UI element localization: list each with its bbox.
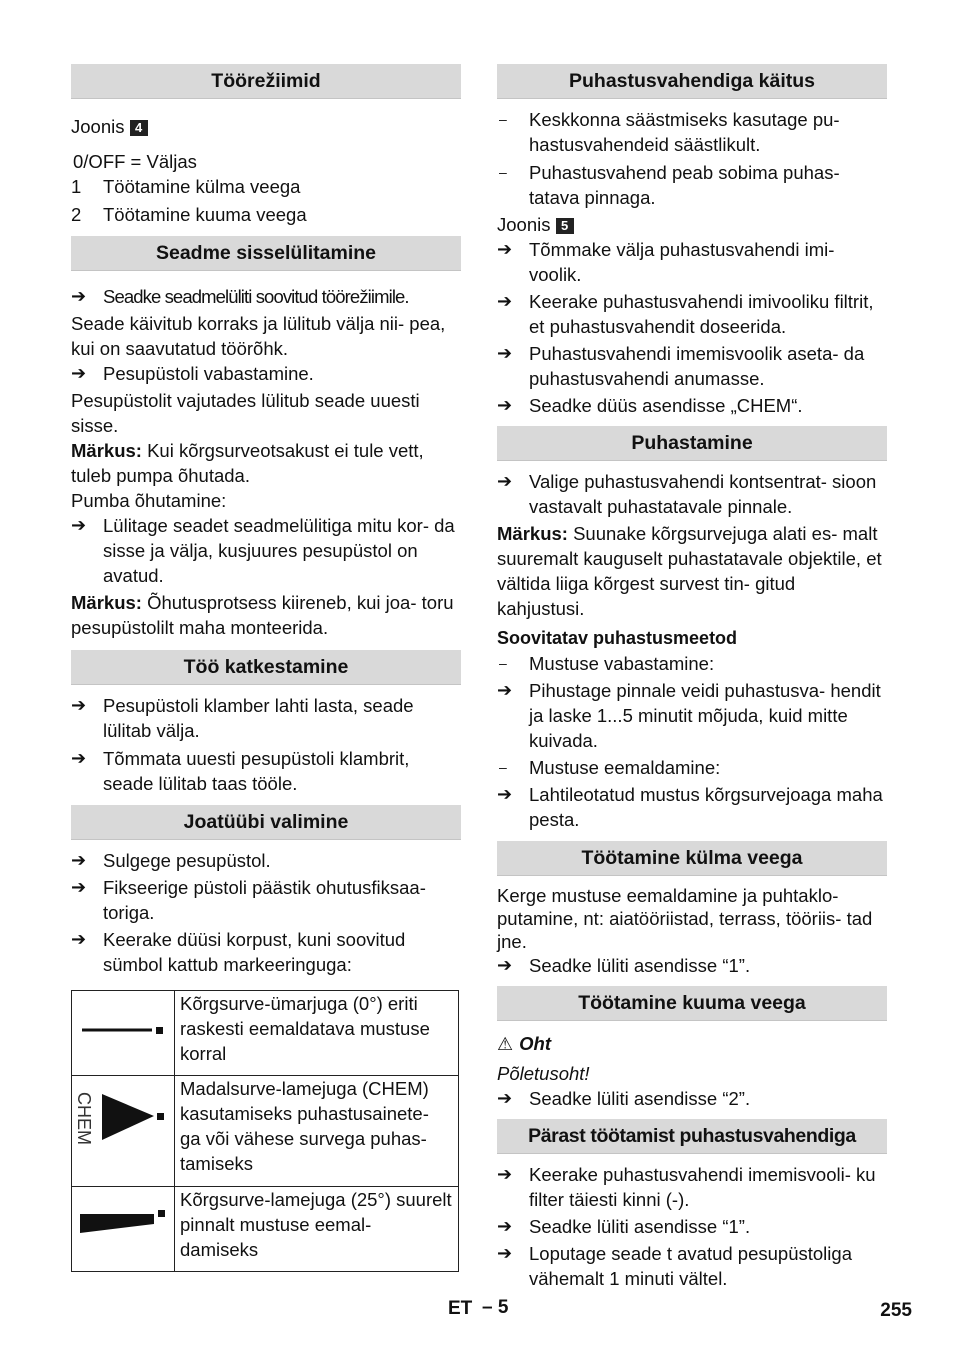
paragraph: Pumba õhutamine: xyxy=(71,490,227,511)
table-row xyxy=(72,1187,459,1272)
dash-icon: – xyxy=(499,655,507,671)
round-jet-symbol xyxy=(72,991,175,1076)
instruction-step xyxy=(71,927,461,977)
arrow-icon: ➔ xyxy=(71,929,87,949)
bullet-text: Mustuse vabastamine: xyxy=(529,653,715,674)
note xyxy=(71,438,461,488)
note-text: Õhutusprotsess kiireneb, kui joa- toru pesupüstolilt maha monteerida. xyxy=(71,592,454,638)
note-text: Suunake kõrgsurvejuga alati es- malt suuremalt kauguselt puhastatavale objektile, et vältida liiga kõrgest survest tin- gitud kahjustusi. xyxy=(497,523,882,619)
mode-text: Töötamine kuuma veega xyxy=(103,204,307,225)
figure-number-badge: 5 xyxy=(556,218,574,234)
step-text: Valige puhastusvahendi kontsentrat- sioon vastavalt puhastatavale pinnale. xyxy=(529,471,877,517)
note-text: Kui kõrgsurveotsakust ei tule vett, tuleb pumpa õhutada. xyxy=(71,440,424,486)
instruction-step xyxy=(71,361,461,386)
step-text: Pihustage pinnale veidi puhastusva- hendit ja laske 1...5 minutit mõjuda, kuid mitte kuivada. xyxy=(529,680,881,751)
flat-jet-icon xyxy=(72,1187,174,1265)
figure-label: Joonis xyxy=(497,214,551,235)
subheading-recommended-method: Soovitatav puhastusmeetod xyxy=(497,628,738,648)
table-row xyxy=(72,1076,459,1187)
note-label: Märkus: xyxy=(71,592,142,613)
note-label: Märkus: xyxy=(71,440,142,461)
instruction-step xyxy=(497,1086,887,1111)
table-cell: Kõrgsurve-lamejuga (25°) suurelt pinnalt mustuse eemal- damiseks xyxy=(175,1187,459,1272)
bullet-item xyxy=(497,160,887,210)
step-text: Keerake düüsi korpust, kuni soovitud sümbol kattub markeeringuga: xyxy=(103,929,406,975)
instruction-step xyxy=(71,693,461,743)
arrow-icon: ➔ xyxy=(497,680,513,700)
arrow-icon: ➔ xyxy=(497,1088,513,1108)
note-label: Märkus: xyxy=(497,523,568,544)
arrow-icon: ➔ xyxy=(71,850,87,870)
section-heading-spray-type: Joatüübi valimine xyxy=(71,805,461,840)
mode-number: 2 xyxy=(71,204,82,225)
instruction-step xyxy=(497,289,887,339)
dash-icon: – xyxy=(499,111,507,127)
step-text: Lülitage seadet seadmelülitiga mitu kor- da sisse ja välja, kusjuures pesupüstol on avatud. xyxy=(103,515,455,586)
footer-language: ET xyxy=(448,1298,473,1319)
table-cell: Madalsurve-lamejuga (CHEM) kasutamiseks puhastusainete- ga või vähese survega puhas- tamiseks xyxy=(175,1076,459,1187)
arrow-icon: ➔ xyxy=(497,784,513,804)
instruction-step xyxy=(497,782,887,832)
arrow-icon: ➔ xyxy=(497,1243,513,1263)
mode-item xyxy=(71,202,461,227)
chem-symbol-label: CHEM xyxy=(74,1092,94,1145)
instruction-step xyxy=(497,341,887,391)
instruction-step xyxy=(497,469,887,519)
figure-number-badge: 4 xyxy=(130,120,148,136)
flat-jet-symbol xyxy=(72,1187,175,1272)
bullet-text: Keskkonna säästmiseks kasutage pu- hastusvahendeid säästlikult. xyxy=(529,109,840,155)
bullet-item xyxy=(497,107,887,157)
table-row xyxy=(72,991,459,1076)
table-cell: Kõrgsurve-ümarjuga (0°) eriti raskesti eemaldatava mustuse korral xyxy=(175,991,459,1076)
arrow-icon: ➔ xyxy=(497,395,513,415)
arrow-icon: ➔ xyxy=(71,286,87,306)
arrow-icon: ➔ xyxy=(497,1216,513,1236)
instruction-step xyxy=(497,1241,887,1291)
arrow-icon: ➔ xyxy=(71,748,87,768)
step-text: Keerake puhastusvahendi imemisvooli- ku filter täiesti kinni (-). xyxy=(529,1164,876,1210)
step-text: Seadke düüs asendisse „CHEM“. xyxy=(529,395,803,416)
instruction-step xyxy=(71,284,461,309)
step-text: Sulgege pesupüstol. xyxy=(103,850,271,871)
arrow-icon: ➔ xyxy=(71,515,87,535)
instruction-step xyxy=(71,746,461,796)
nozzle-table xyxy=(71,990,459,1272)
step-text: Tõmmata uuesti pesupüstoli klambrit, seade lülitab taas tööle. xyxy=(103,748,410,794)
figure-reference xyxy=(497,212,887,237)
section-heading-after-detergent: Pärast töötamist puhastusvahendiga xyxy=(497,1119,887,1154)
off-line: 0/OFF = Väljas xyxy=(73,151,197,172)
step-text: Seadke lüliti asendisse “1”. xyxy=(529,955,751,976)
section-heading-detergent-operation: Puhastusvahendiga käitus xyxy=(497,64,887,99)
arrow-icon: ➔ xyxy=(497,1164,513,1184)
bullet-item xyxy=(497,651,887,676)
step-text: Puhastusvahendi imemisvoolik aseta- da puhastusvahendi anumasse. xyxy=(529,343,865,389)
instruction-step xyxy=(497,393,887,418)
mode-text: Töötamine külma veega xyxy=(103,176,301,197)
warning-heading xyxy=(497,1031,887,1057)
section-heading-cold-water: Töötamine külma veega xyxy=(497,841,887,876)
instruction-step xyxy=(71,513,461,588)
bullet-text: Puhastusvahend peab sobima puhas- tatava pinnaga. xyxy=(529,162,840,208)
chem-jet-icon xyxy=(72,1076,174,1180)
warning-label: Oht xyxy=(519,1033,551,1054)
bullet-item xyxy=(497,755,887,780)
instruction-step xyxy=(497,678,887,753)
section-heading-operating-modes: Töörežiimid xyxy=(71,64,461,99)
figure-label: Joonis xyxy=(71,116,125,137)
step-text: Seadke lüliti asendisse “1”. xyxy=(529,1216,751,1237)
arrow-icon: ➔ xyxy=(497,955,513,975)
step-text: Seadke lüliti asendisse “2”. xyxy=(529,1088,751,1109)
note xyxy=(497,521,887,621)
arrow-icon: ➔ xyxy=(497,291,513,311)
step-text: Seadke seadmelüliti soovitud töörežiimile. xyxy=(103,286,409,307)
step-text: Pesupüstoli vabastamine. xyxy=(103,363,314,384)
arrow-icon: ➔ xyxy=(497,343,513,363)
instruction-step xyxy=(497,1162,887,1212)
step-text: Lahtileotatud mustus kõrgsurvejoaga maha pesta. xyxy=(529,784,883,830)
paragraph: Kerge mustuse eemaldamine ja puhtaklo- putamine, nt: aiatööriistad, terrass, tööriis- tad jne. xyxy=(497,885,873,952)
section-heading-interrupt-work: Töö katkestamine xyxy=(71,650,461,685)
instruction-step xyxy=(71,848,461,873)
instruction-step xyxy=(497,953,887,978)
figure-reference xyxy=(71,99,461,140)
bullet-text: Mustuse eemaldamine: xyxy=(529,757,721,778)
warning-text: Põletusoht! xyxy=(497,1063,590,1084)
note xyxy=(71,590,461,640)
arrow-icon: ➔ xyxy=(71,363,87,383)
instruction-step xyxy=(497,237,887,287)
paragraph: Pesupüstolit vajutades lülitub seade uuesti sisse. xyxy=(71,390,420,436)
left-column xyxy=(71,64,461,1272)
arrow-icon: ➔ xyxy=(497,239,513,259)
right-column xyxy=(497,64,887,1291)
section-heading-switch-on: Seadme sisselülitamine xyxy=(71,236,461,271)
step-text: Tõmmake välja puhastusvahendi imi- voolik. xyxy=(529,239,835,285)
dash-icon: – xyxy=(499,164,507,180)
dash-icon: – xyxy=(499,759,507,775)
step-text: Loputage seade t avatud pesupüstoliga vähemalt 1 minuti vältel. xyxy=(529,1243,852,1289)
step-text: Keerake puhastusvahendi imivooliku filtrit, et puhastusvahendit doseerida. xyxy=(529,291,874,337)
round-jet-icon xyxy=(72,991,174,1069)
arrow-icon: ➔ xyxy=(71,877,87,897)
chem-jet-symbol xyxy=(72,1076,175,1187)
step-text: Fikseerige püstoli päästik ohutusfiksaa- toriga. xyxy=(103,877,426,923)
warning-icon: ⚠ xyxy=(497,1034,514,1054)
mode-number: 1 xyxy=(71,176,82,197)
arrow-icon: ➔ xyxy=(497,471,513,491)
paragraph: Seade käivitub korraks ja lülitub välja nii- pea, kui on saavutatud töörõhk. xyxy=(71,313,446,359)
footer-section-number: – 5 xyxy=(482,1297,509,1318)
instruction-step xyxy=(71,875,461,925)
arrow-icon: ➔ xyxy=(71,695,87,715)
section-heading-cleaning: Puhastamine xyxy=(497,426,887,461)
mode-item xyxy=(71,174,461,199)
section-heading-hot-water: Töötamine kuuma veega xyxy=(497,986,887,1021)
page-number: 255 xyxy=(880,1300,912,1321)
instruction-step xyxy=(497,1214,887,1239)
step-text: Pesupüstoli klamber lahti lasta, seade lülitab välja. xyxy=(103,695,414,741)
